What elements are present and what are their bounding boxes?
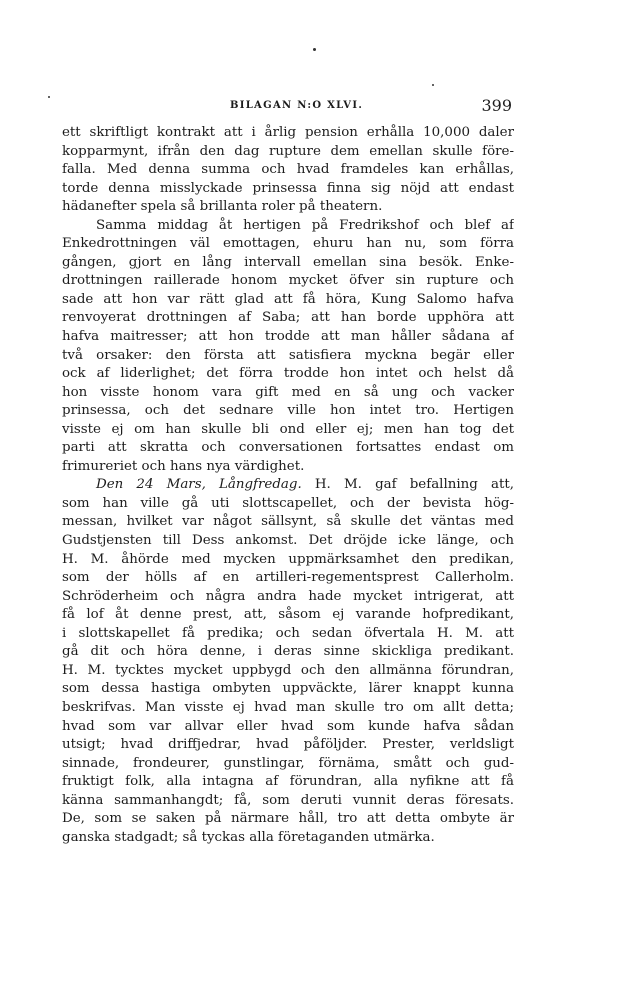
- body-text: [62, 124, 514, 847]
- text-line: Gudstjensten till Dess ankomst. Det dröjde icke länge, och: [62, 533, 514, 549]
- running-title: BILAGAN N:O XLVI.: [230, 100, 364, 111]
- text-line: parti att skratta och conversationen fortsattes endast om: [62, 440, 514, 456]
- text-line: kopparmynt, ifrån den dag rupture dem emellan skulle före-: [62, 143, 514, 159]
- text-line: ganska stadgadt; så tyckas alla företaganden utmärka.: [62, 829, 435, 845]
- print-speck: [313, 48, 316, 51]
- text-line: utsigt; hvad driffjedrar, hvad påföljder. Prester, verldsligt: [62, 737, 514, 753]
- text-line: torde denna misslyckade prinsessa finna sig nöjd att endast: [62, 180, 514, 196]
- text-line: hafva maitresser; att hon trodde att man håller sådana af: [62, 329, 514, 345]
- text-line: visste ej om han skulle bli ond eller ej; men han tog det: [62, 421, 514, 437]
- text-line: messan, hvilket var något sällsynt, så skulle det väntas med: [62, 514, 514, 530]
- text-line: ett skriftligt kontrakt att i årlig pension erhålla 10,000 daler: [62, 125, 514, 140]
- text-line: få lof åt denne prest, att, såsom ej varande hofpredikant,: [62, 607, 514, 623]
- text-line: gången, gjort en lång intervall emellan sina besök. Enke-: [62, 254, 514, 270]
- text-line: hvad som var allvar eller hvad som kunde hafva sådan: [62, 718, 514, 734]
- dated-entry-line: [62, 476, 514, 495]
- text-line: känna sammanhangdt; få, som deruti vunnit deras föresats.: [62, 792, 514, 808]
- text-line: H. M. tycktes mycket uppbygd och den allmänna förundran,: [62, 662, 514, 678]
- print-speck: [48, 96, 50, 98]
- print-speck: [432, 84, 434, 86]
- text-line: Schröderheim och några andra hade mycket intrigerat, att: [62, 588, 514, 604]
- text-line: två orsaker: den första att satisfiera myckna begär eller: [62, 347, 514, 363]
- text-line: i slottskapellet få predika; och sedan öfvertala H. M. att: [62, 625, 514, 641]
- text-line: De, som se saken på närmare håll, tro att detta ombyte är: [62, 811, 514, 827]
- text-line: hädanefter spela så brillanta roler på theatern.: [62, 199, 383, 215]
- text-line: sinnade, frondeurer, gunstlingar, förnäma, smått och gud-: [62, 755, 514, 771]
- text-line: gå dit och höra denne, i deras sinne skickliga predikant.: [62, 644, 514, 660]
- text-line: frimureriet och hans nya värdighet.: [62, 458, 305, 474]
- text-line: som han ville gå uti slottscapellet, och der bevista hög-: [62, 495, 514, 511]
- text-line: sade att hon var rätt glad att få höra, Kung Salomo hafva: [62, 291, 514, 307]
- text-line: drottningen raillerade honom mycket öfver sin rupture och: [62, 273, 514, 289]
- text-line: H. M. åhörde med mycken uppmärksamhet den predikan,: [62, 551, 514, 567]
- text-line: falla. Med denna summa och hvad framdeles kan erhållas,: [62, 162, 514, 178]
- running-header: [62, 96, 512, 116]
- text-line: hon visste honom vara gift med en så ung och vacker: [62, 384, 514, 400]
- text-line: ock af liderlighet; det förra trodde hon intet och helst då: [62, 366, 514, 382]
- paragraph-start-line: Samma middag åt hertigen på Fredrikshof och blef af: [96, 217, 514, 233]
- text-line: fruktigt folk, alla intagna af förundran, alla nyfikne att få: [62, 774, 514, 790]
- text-line: renvoyerat drottningen af Saba; att han borde upphöra att: [62, 310, 514, 326]
- text-line: som dessa hastiga ombyten uppväckte, lärer knappt kunna: [62, 681, 514, 697]
- page-number: 399: [481, 96, 512, 115]
- text-line: prinsessa, och det sednare ville hon intet tro. Hertigen: [62, 403, 514, 419]
- text-line: som der hölls af en artilleri-regementsprest Callerholm.: [62, 570, 514, 586]
- dated-entry-text: H. M. gaf befallning att,: [301, 477, 514, 493]
- text-line: beskrifvas. Man visste ej hvad man skulle tro om allt detta;: [62, 699, 514, 715]
- text-line: Enkedrottningen väl emottagen, ehuru han nu, som förra: [62, 236, 514, 252]
- date-heading: Den 24 Mars, Långfredag.: [96, 477, 302, 493]
